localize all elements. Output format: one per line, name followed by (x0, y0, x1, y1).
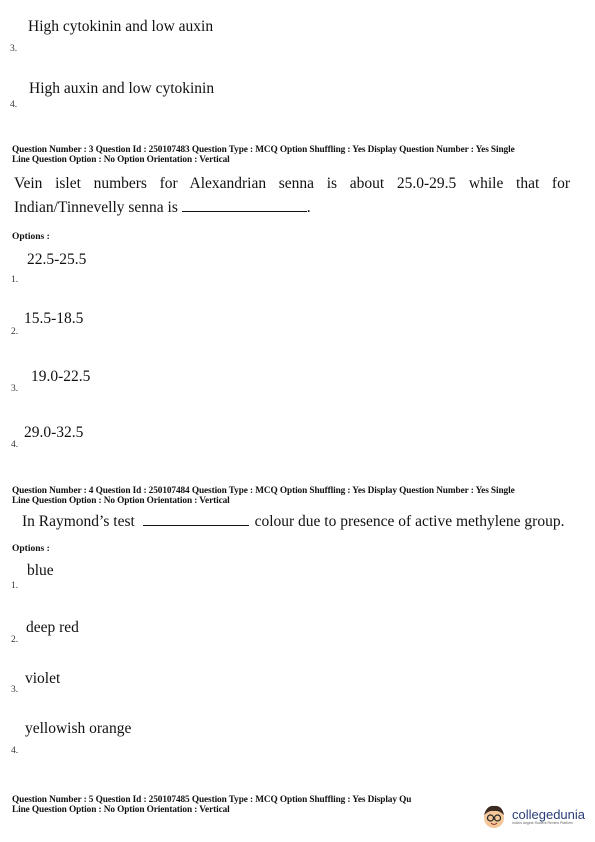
q4-option-2-text[interactable]: deep red (26, 619, 79, 636)
q3-text-line2-suffix: . (306, 199, 311, 216)
mascot-icon (479, 801, 509, 831)
q3-question-text (14, 172, 570, 220)
q4-option-4-text[interactable]: yellowish orange (25, 720, 132, 737)
q4-text-prefix: In Raymond’s test (22, 513, 135, 530)
q3-option-4-text[interactable]: 29.0-32.5 (24, 424, 84, 441)
prev-option-4-text: High auxin and low cytokinin (29, 80, 215, 97)
q3-option-1-number: 1. (11, 275, 19, 285)
q4-option-1-text[interactable]: blue (27, 562, 54, 579)
q4-text-suffix: colour due to presence of active methylene group. (254, 513, 565, 530)
q4-header-line2: Line Question Option : No Option Orientation : Vertical (12, 495, 230, 506)
q3-option-1-text[interactable]: 22.5-25.5 (27, 251, 87, 268)
q3-header-line2: Line Question Option : No Option Orientation : Vertical (12, 154, 230, 165)
q4-header (12, 487, 515, 506)
q3-option-3-number: 3. (11, 384, 19, 394)
q3-header (12, 146, 515, 165)
q5-header-line2: Line Question Option : No Option Orientation : Vertical (12, 804, 230, 815)
collegedunia-logo (479, 800, 591, 832)
q3-header-line1: Question Number : 3 Question Id : 250107483 Question Type : MCQ Option Shuffling : Yes Display Question Number : Yes Single (12, 145, 515, 155)
brand-tagline: India's largest Student Review Platform (512, 820, 573, 825)
q4-answer-blank (143, 513, 249, 526)
q3-options-label: Options : (12, 232, 50, 242)
q3-text-line1: Vein islet numbers for Alexandrian senna is about 25.0-29.5 while that for (14, 175, 570, 192)
q5-header-line1: Question Number : 5 Question Id : 250107485 Question Type : MCQ Option Shuffling : Yes Display Qu (12, 795, 412, 805)
prev-option-4-number: 4. (10, 100, 18, 110)
q3-text-line2-prefix: Indian/Tinnevelly senna is (14, 199, 178, 216)
q4-options-label: Options : (12, 544, 50, 554)
brand-name: collegedunia (512, 806, 586, 822)
q3-option-2-text[interactable]: 15.5-18.5 (24, 310, 84, 327)
q4-option-3-number: 3. (11, 685, 19, 695)
q4-option-1-number: 1. (11, 581, 19, 591)
q3-option-3-text[interactable]: 19.0-22.5 (31, 368, 91, 385)
q4-option-3-text[interactable]: violet (25, 670, 61, 687)
q5-header (12, 796, 411, 815)
q4-option-4-number: 4. (11, 746, 19, 756)
q3-option-4-number: 4. (11, 440, 19, 450)
q3-option-2-number: 2. (11, 327, 19, 337)
q4-header-line1: Question Number : 4 Question Id : 250107484 Question Type : MCQ Option Shuffling : Yes Display Question Number : Yes Single (12, 486, 515, 496)
prev-option-3-text: High cytokinin and low auxin (28, 18, 214, 35)
prev-option-3-number: 3. (10, 44, 18, 54)
q3-answer-blank (182, 199, 307, 212)
q4-question-text (22, 510, 564, 534)
q4-option-2-number: 2. (11, 635, 19, 645)
